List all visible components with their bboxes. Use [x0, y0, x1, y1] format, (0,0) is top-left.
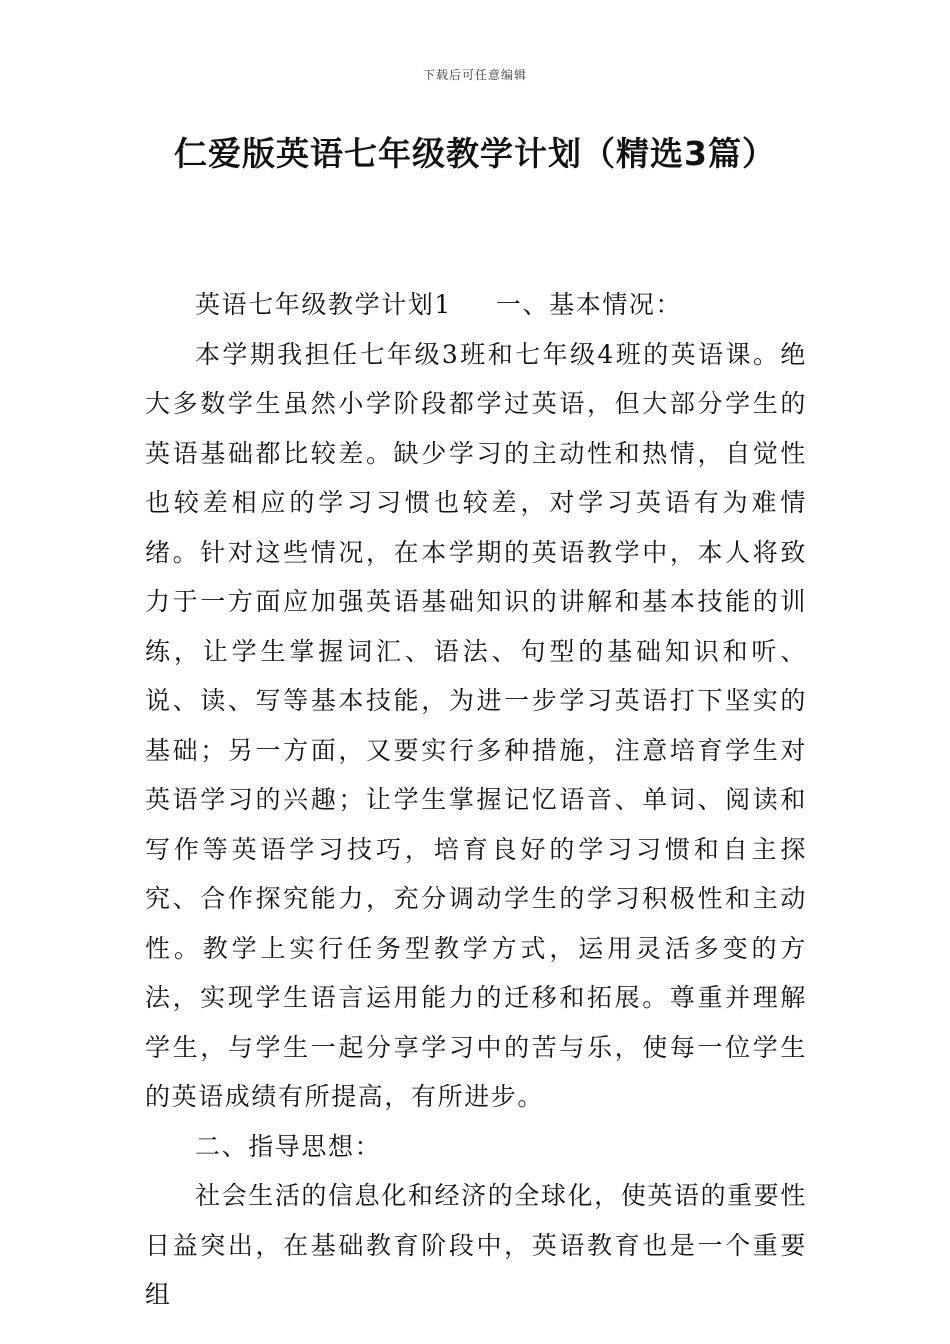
plan-heading: 英语七年级教学计划1: [195, 290, 452, 319]
paragraph-guiding-thought: 社会生活的信息化和经济的全球化，使英语的重要性日益突出，在基础教育阶段中，英语教育也是一个重要组: [145, 1181, 807, 1309]
plan-heading-line: [145, 280, 807, 330]
section1-heading: 一、基本情况：: [495, 290, 683, 319]
section2-heading: 二、指导思想：: [195, 1131, 382, 1161]
document-title: 仁爱版英语七年级教学计划（精选3篇）: [174, 134, 776, 173]
paragraph-basic-situation: 本学期我担任七年级3班和七年级4班的英语课。绝大多数学生虽然小学阶段都学过英语，但大部分学生的英语基础都比较差。缺少学习的主动性和热情，自觉性也较差相应的学习习惯也较差，对学习英语有为难情绪。针对这些情况，在本学期的英语教学中，本人将致力于一方面应加强英语基础知识的讲解和基本技能的训练，让学生掌握词汇、语法、句型的基础知识和听、说、读、写等基本技能，为进一步学习英语打下坚实的基础；另一方面，又要实行多种措施，注意培育学生对英语学习的兴趣；让学生掌握记忆语音、单词、阅读和写作等英语学习技巧，培育良好的学习习惯和自主探究、合作探究能力，充分调动学生的学习积极性和主动性。教学上实行任务型教学方式，运用灵活多变的方法，实现学生语言运用能力的迁移和拓展。尊重并理解学生，与学生一起分享学习中的苦与乐，使每一位学生的英语成绩有所提高，有所进步。: [145, 339, 807, 1111]
header-note: 下载后可任意编辑: [422, 68, 527, 82]
document-body: [145, 280, 807, 1320]
